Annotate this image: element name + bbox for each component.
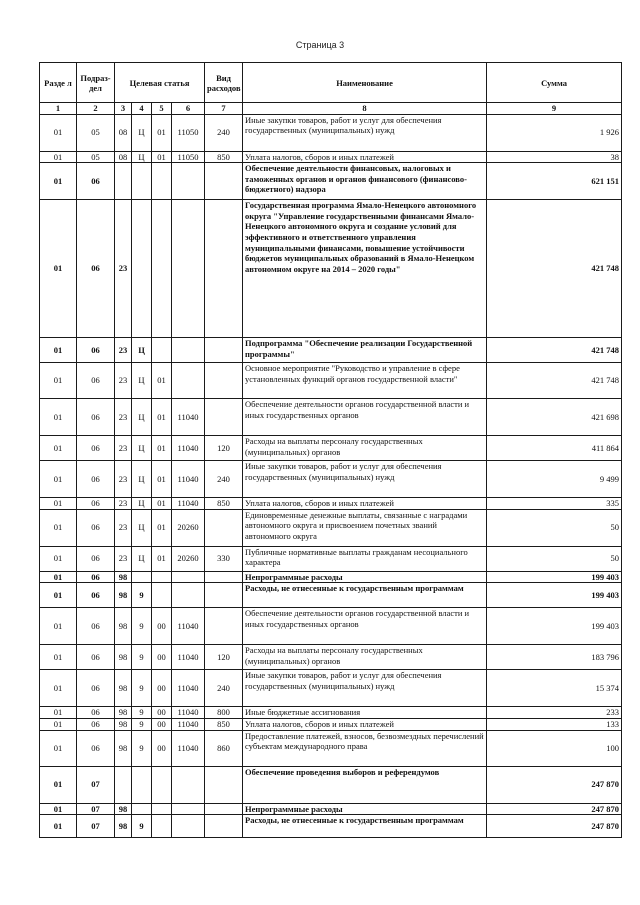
cell-name: Обеспечение деятельности органов государственной власти и иных государственных органов [243, 608, 487, 645]
cell-target-subprogram: Ц [132, 498, 152, 510]
cell-vid: 860 [205, 730, 243, 766]
cell-target-direction: 20260 [172, 509, 205, 546]
cell-target-program: 23 [115, 338, 132, 363]
table-row [40, 436, 622, 461]
cell-razdel: 01 [40, 200, 77, 338]
cell-sum: 247 870 [487, 803, 622, 815]
cell-target-program: 98 [115, 645, 132, 670]
cell-name: Иные закупки товаров, работ и услуг для обеспечения государственных (муниципальных) нужд [243, 461, 487, 498]
cell-vid [205, 803, 243, 815]
cell-target-subprogram [132, 200, 152, 338]
table-row [40, 546, 622, 571]
cell-vid [205, 338, 243, 363]
table-row [40, 803, 622, 815]
cell-target-direction [172, 200, 205, 338]
cell-podrazdel: 07 [77, 766, 115, 803]
cell-target-subprogram [132, 571, 152, 583]
cell-target-event: 01 [152, 509, 172, 546]
cell-target-event: 00 [152, 707, 172, 719]
table-row [40, 670, 622, 707]
cell-target-program: 98 [115, 803, 132, 815]
cell-target-subprogram: Ц [132, 338, 152, 363]
cell-name: Иные закупки товаров, работ и услуг для обеспечения государственных (муниципальных) нужд [243, 114, 487, 151]
table-row [40, 707, 622, 719]
cell-sum: 199 403 [487, 583, 622, 608]
budget-table [39, 62, 622, 838]
cell-target-program: 98 [115, 583, 132, 608]
cell-razdel: 01 [40, 583, 77, 608]
cell-razdel: 01 [40, 363, 77, 399]
cell-target-subprogram: 9 [132, 608, 152, 645]
cell-target-subprogram: Ц [132, 151, 152, 163]
cell-target-program: 23 [115, 200, 132, 338]
cell-target-direction: 11050 [172, 114, 205, 151]
cell-vid [205, 766, 243, 803]
table-row [40, 571, 622, 583]
cell-razdel: 01 [40, 546, 77, 571]
cell-target-program: 23 [115, 436, 132, 461]
header-razdel: Разде л [40, 63, 77, 103]
cell-name: Подпрограмма "Обеспечение реализации Государственной программы" [243, 338, 487, 363]
cell-sum: 233 [487, 707, 622, 719]
cell-name: Расходы, не отнесенные к государственным программам [243, 583, 487, 608]
cell-vid: 800 [205, 707, 243, 719]
cell-vid: 120 [205, 436, 243, 461]
header-sum: Сумма [487, 63, 622, 103]
cell-target-subprogram: Ц [132, 114, 152, 151]
cell-target-event [152, 200, 172, 338]
cell-vid [205, 608, 243, 645]
cell-razdel: 01 [40, 707, 77, 719]
cell-target-direction: 11040 [172, 608, 205, 645]
table-row [40, 718, 622, 730]
cell-target-event [152, 766, 172, 803]
cell-name: Обеспечение деятельности органов государственной власти и иных государственных органов [243, 399, 487, 436]
table-row [40, 498, 622, 510]
cell-sum: 421 748 [487, 363, 622, 399]
cell-target-program: 98 [115, 730, 132, 766]
cell-name: Основное мероприятие "Руководство и управление в сфере установленных функций органов государственной власти" [243, 363, 487, 399]
cell-sum: 421 748 [487, 338, 622, 363]
cell-target-direction: 11040 [172, 707, 205, 719]
cell-sum: 15 374 [487, 670, 622, 707]
column-number: 5 [152, 103, 172, 115]
column-number: 8 [243, 103, 487, 115]
cell-sum: 38 [487, 151, 622, 163]
cell-target-subprogram: Ц [132, 399, 152, 436]
table-row [40, 645, 622, 670]
page-label: Страница 3 [295, 40, 345, 50]
cell-target-subprogram [132, 766, 152, 803]
cell-target-event: 01 [152, 498, 172, 510]
table-row [40, 151, 622, 163]
cell-target-event: 01 [152, 461, 172, 498]
cell-target-program: 98 [115, 571, 132, 583]
cell-razdel: 01 [40, 718, 77, 730]
cell-target-program: 23 [115, 498, 132, 510]
cell-target-direction: 11040 [172, 399, 205, 436]
cell-target-program [115, 766, 132, 803]
cell-vid: 240 [205, 670, 243, 707]
cell-name: Иные бюджетные ассигнования [243, 707, 487, 719]
cell-podrazdel: 06 [77, 338, 115, 363]
cell-podrazdel: 06 [77, 645, 115, 670]
cell-target-program: 08 [115, 114, 132, 151]
cell-sum: 335 [487, 498, 622, 510]
cell-target-direction: 11040 [172, 645, 205, 670]
cell-razdel: 01 [40, 399, 77, 436]
cell-name: Непрограммные расходы [243, 803, 487, 815]
cell-sum: 199 403 [487, 571, 622, 583]
cell-target-program: 23 [115, 546, 132, 571]
cell-razdel: 01 [40, 338, 77, 363]
cell-podrazdel: 06 [77, 608, 115, 645]
cell-target-event [152, 583, 172, 608]
table-row [40, 730, 622, 766]
cell-name: Государственная программа Ямало-Ненецкого автономного округа "Управление государственными финансами Ямало-Ненецкого автономного округа и создание условий для эффективного и ответственного управления муниципальными финансами, повышение устойчивости бюджетов муниципальных образований в Ямало-Ненецком автономном округе на 2014 – 2020 годы" [243, 200, 487, 338]
column-number: 7 [205, 103, 243, 115]
column-number: 9 [487, 103, 622, 115]
cell-podrazdel: 06 [77, 670, 115, 707]
cell-sum: 411 864 [487, 436, 622, 461]
cell-target-program: 98 [115, 815, 132, 838]
cell-razdel: 01 [40, 645, 77, 670]
cell-target-direction [172, 163, 205, 200]
cell-razdel: 01 [40, 114, 77, 151]
cell-sum: 50 [487, 546, 622, 571]
cell-target-event: 01 [152, 114, 172, 151]
cell-podrazdel: 06 [77, 498, 115, 510]
table-row [40, 363, 622, 399]
cell-podrazdel: 06 [77, 718, 115, 730]
cell-podrazdel: 06 [77, 730, 115, 766]
cell-podrazdel: 06 [77, 546, 115, 571]
header-vid: Вид расходов [205, 63, 243, 103]
cell-target-direction: 11040 [172, 498, 205, 510]
cell-podrazdel: 06 [77, 399, 115, 436]
cell-target-direction: 20260 [172, 546, 205, 571]
cell-vid: 850 [205, 498, 243, 510]
cell-target-direction: 11040 [172, 718, 205, 730]
cell-sum: 247 870 [487, 766, 622, 803]
cell-target-event: 00 [152, 670, 172, 707]
column-number: 1 [40, 103, 77, 115]
table-row [40, 399, 622, 436]
cell-target-program: 23 [115, 509, 132, 546]
cell-target-direction [172, 766, 205, 803]
cell-podrazdel: 07 [77, 815, 115, 838]
cell-name: Иные закупки товаров, работ и услуг для обеспечения государственных (муниципальных) нужд [243, 670, 487, 707]
cell-razdel: 01 [40, 608, 77, 645]
cell-name: Уплата налогов, сборов и иных платежей [243, 151, 487, 163]
cell-target-event: 01 [152, 363, 172, 399]
cell-vid [205, 163, 243, 200]
table-row [40, 815, 622, 838]
cell-target-direction [172, 583, 205, 608]
cell-target-direction [172, 815, 205, 838]
cell-razdel: 01 [40, 498, 77, 510]
cell-vid [205, 815, 243, 838]
cell-target-subprogram: 9 [132, 730, 152, 766]
cell-target-direction [172, 363, 205, 399]
cell-podrazdel: 07 [77, 803, 115, 815]
cell-razdel: 01 [40, 730, 77, 766]
cell-target-event: 00 [152, 718, 172, 730]
cell-podrazdel: 06 [77, 509, 115, 546]
cell-target-subprogram: 9 [132, 815, 152, 838]
cell-name: Обеспечение деятельности финансовых, налоговых и таможенных органов и органов финансового (финансово-бюджетного) надзора [243, 163, 487, 200]
cell-target-program: 23 [115, 461, 132, 498]
cell-name: Уплата налогов, сборов и иных платежей [243, 718, 487, 730]
cell-target-subprogram: 9 [132, 718, 152, 730]
table-row [40, 461, 622, 498]
cell-razdel: 01 [40, 670, 77, 707]
table-row [40, 163, 622, 200]
cell-podrazdel: 06 [77, 163, 115, 200]
cell-target-program: 23 [115, 363, 132, 399]
table-row [40, 509, 622, 546]
cell-target-program [115, 163, 132, 200]
table-body [40, 114, 622, 838]
table-row [40, 766, 622, 803]
cell-target-program: 98 [115, 707, 132, 719]
cell-razdel: 01 [40, 571, 77, 583]
cell-name: Обеспечение проведения выборов и референдумов [243, 766, 487, 803]
cell-name: Единовременные денежные выплаты, связанные с наградами автономного округа и присвоением почетных званий автономного округа [243, 509, 487, 546]
cell-vid: 850 [205, 151, 243, 163]
table-row [40, 114, 622, 151]
cell-name: Уплата налогов, сборов и иных платежей [243, 498, 487, 510]
cell-name: Расходы, не отнесенные к государственным программам [243, 815, 487, 838]
cell-target-event: 01 [152, 546, 172, 571]
cell-sum: 50 [487, 509, 622, 546]
cell-target-event: 01 [152, 151, 172, 163]
cell-podrazdel: 06 [77, 461, 115, 498]
cell-target-event [152, 571, 172, 583]
cell-target-subprogram: Ц [132, 436, 152, 461]
table-row [40, 583, 622, 608]
cell-podrazdel: 06 [77, 571, 115, 583]
cell-sum: 421 698 [487, 399, 622, 436]
cell-target-subprogram: 9 [132, 645, 152, 670]
header-name: Наименование [243, 63, 487, 103]
table-row [40, 608, 622, 645]
cell-sum: 199 403 [487, 608, 622, 645]
cell-razdel: 01 [40, 461, 77, 498]
cell-target-direction: 11040 [172, 670, 205, 707]
cell-name: Расходы на выплаты персоналу государственных (муниципальных) органов [243, 436, 487, 461]
column-number: 2 [77, 103, 115, 115]
cell-sum: 421 748 [487, 200, 622, 338]
cell-target-event: 01 [152, 436, 172, 461]
cell-target-direction: 11050 [172, 151, 205, 163]
cell-target-event [152, 338, 172, 363]
cell-target-subprogram [132, 803, 152, 815]
cell-target-event [152, 803, 172, 815]
cell-razdel: 01 [40, 815, 77, 838]
column-number: 3 [115, 103, 132, 115]
cell-razdel: 01 [40, 803, 77, 815]
column-number: 6 [172, 103, 205, 115]
cell-target-direction: 11040 [172, 730, 205, 766]
cell-podrazdel: 06 [77, 436, 115, 461]
cell-name: Расходы на выплаты персоналу государственных (муниципальных) органов [243, 645, 487, 670]
cell-vid: 120 [205, 645, 243, 670]
table-row [40, 200, 622, 338]
cell-target-subprogram: Ц [132, 461, 152, 498]
cell-target-subprogram: Ц [132, 363, 152, 399]
cell-target-event: 00 [152, 608, 172, 645]
cell-target-program: 98 [115, 608, 132, 645]
cell-podrazdel: 06 [77, 200, 115, 338]
cell-razdel: 01 [40, 766, 77, 803]
cell-vid [205, 583, 243, 608]
cell-target-subprogram: Ц [132, 546, 152, 571]
cell-sum: 247 870 [487, 815, 622, 838]
cell-sum: 133 [487, 718, 622, 730]
cell-sum: 100 [487, 730, 622, 766]
cell-sum: 621 151 [487, 163, 622, 200]
cell-target-direction: 11040 [172, 461, 205, 498]
cell-target-program: 98 [115, 718, 132, 730]
cell-target-event [152, 163, 172, 200]
cell-razdel: 01 [40, 509, 77, 546]
cell-target-subprogram [132, 163, 152, 200]
cell-target-direction [172, 571, 205, 583]
cell-vid [205, 571, 243, 583]
cell-vid: 850 [205, 718, 243, 730]
cell-podrazdel: 06 [77, 583, 115, 608]
header-target: Целевая статья [115, 63, 205, 103]
cell-vid: 240 [205, 114, 243, 151]
cell-vid [205, 200, 243, 338]
cell-target-subprogram: 9 [132, 670, 152, 707]
cell-name: Предоставление платежей, взносов, безвозмездных перечислений субъектам международного права [243, 730, 487, 766]
cell-target-program: 23 [115, 399, 132, 436]
cell-vid [205, 363, 243, 399]
cell-vid [205, 399, 243, 436]
cell-target-subprogram: 9 [132, 583, 152, 608]
cell-vid: 240 [205, 461, 243, 498]
header-podrazdel: Подраз- дел [77, 63, 115, 103]
cell-podrazdel: 06 [77, 363, 115, 399]
cell-target-subprogram: Ц [132, 509, 152, 546]
cell-razdel: 01 [40, 436, 77, 461]
cell-target-program: 08 [115, 151, 132, 163]
cell-razdel: 01 [40, 151, 77, 163]
cell-sum: 9 499 [487, 461, 622, 498]
cell-target-event [152, 815, 172, 838]
cell-target-subprogram: 9 [132, 707, 152, 719]
cell-target-direction [172, 338, 205, 363]
cell-razdel: 01 [40, 163, 77, 200]
cell-podrazdel: 06 [77, 707, 115, 719]
cell-sum: 1 926 [487, 114, 622, 151]
cell-podrazdel: 05 [77, 114, 115, 151]
cell-target-event: 00 [152, 730, 172, 766]
cell-target-program: 98 [115, 670, 132, 707]
cell-vid [205, 509, 243, 546]
cell-target-direction [172, 803, 205, 815]
cell-name: Непрограммные расходы [243, 571, 487, 583]
cell-podrazdel: 05 [77, 151, 115, 163]
cell-target-direction: 11040 [172, 436, 205, 461]
cell-vid: 330 [205, 546, 243, 571]
cell-target-event: 01 [152, 399, 172, 436]
cell-sum: 183 796 [487, 645, 622, 670]
cell-target-event: 00 [152, 645, 172, 670]
table-row [40, 338, 622, 363]
cell-name: Публичные нормативные выплаты гражданам несоциального характера [243, 546, 487, 571]
column-number: 4 [132, 103, 152, 115]
